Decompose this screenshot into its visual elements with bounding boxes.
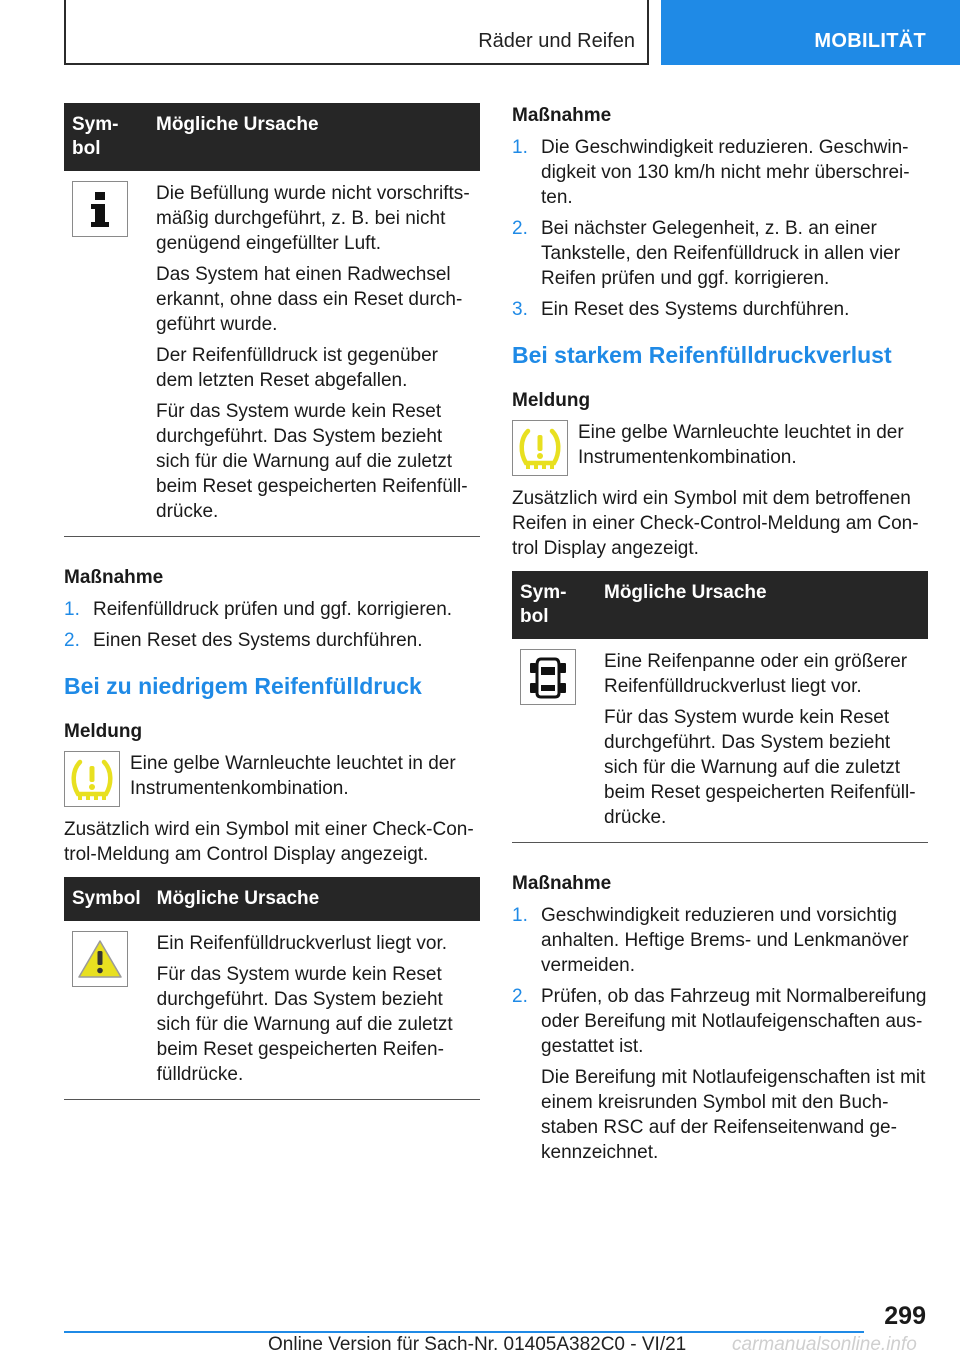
step-number: 1. (64, 599, 80, 620)
step-text: Bei nächster Gelegenheit, z. B. an einer Tankstelle, den Reifenfülldruck in allen vier Reifen prüfen und ggf. korrigieren. (541, 218, 901, 289)
step-number: 2. (512, 218, 528, 239)
extra-text: Zusätzlich wird ein Symbol mit dem betroffenen Reifen in einer Check-Control-Meldung am Control Display angezeigt. (512, 488, 919, 559)
step-text: Die Geschwindigkeit reduzieren. Geschwindigkeit von 130 km/h nicht mehr überschreiten. (541, 137, 910, 208)
warning-triangle-icon (72, 931, 128, 987)
cause-cell (148, 171, 480, 537)
step-item (512, 297, 928, 322)
section-heading-strong-loss: Bei starkem Reifenfülldruckverlust (512, 342, 892, 368)
section-heading-low-pressure: Bei zu niedrigem Reifenfülldruck (64, 673, 422, 699)
footer-text: Online Version für Sach-Nr. 01405A382C0 - VI/21 (268, 1334, 687, 1355)
step-number: 1. (512, 137, 528, 158)
message-heading: Meldung (64, 721, 143, 742)
cause-text: Für das System wurde kein Reset durchgeführt. Das System bezieht sich für die Warnung auf die zuletzt beim Reset gespeicherten Reifenfülldrücke. (156, 401, 468, 522)
cause-cell (596, 639, 928, 843)
message-row (512, 420, 928, 476)
symbol-table-2 (64, 877, 480, 1100)
step-text: Reifenfülldruck prüfen und ggf. korrigieren. (93, 599, 453, 620)
step-text: Geschwindigkeit reduzieren und vorsichtig anhalten. Heftige Brems- und Lenkmanöver vermeiden. (541, 905, 909, 976)
col-header-cause: Mögliche Ursache (149, 877, 480, 921)
measure-heading: Maßnahme (512, 873, 612, 894)
step-number: 2. (512, 986, 528, 1007)
col-header-cause: Mögliche Ursache (148, 103, 480, 171)
header-section-tab[interactable] (661, 0, 960, 65)
section-title: MOBILITÄT (814, 30, 926, 52)
tire-pressure-warning-icon (64, 751, 120, 807)
step-item (512, 135, 928, 210)
watermark: carmanualsonline.info (732, 1334, 917, 1355)
header-left-box (64, 0, 649, 65)
car-tires-icon (520, 649, 576, 705)
step-text: Ein Reset des Systems durchführen. (541, 299, 850, 320)
message-heading: Meldung (512, 390, 591, 411)
symbol-table-3 (512, 571, 928, 843)
cause-text: Ein Reifenfülldruckverlust liegt vor. (156, 933, 448, 954)
step-item (512, 984, 928, 1165)
page-number: 299 (884, 1302, 926, 1330)
measure-steps (512, 903, 928, 1165)
message-text: Eine gelbe Warnleuchte leuchtet in der Instrumentenkombination. (130, 753, 456, 799)
cause-text: Der Reifenfülldruck ist gegenüber dem letzten Reset abgefallen. (156, 345, 438, 391)
symbol-table-1 (64, 103, 480, 537)
measure-heading: Maßnahme (512, 105, 612, 126)
footer-divider (64, 1331, 864, 1333)
left-column (64, 103, 480, 1100)
step-text: Prüfen, ob das Fahrzeug mit Normalbereifung oder Bereifung mit Notlaufeigenschaften ausgestattet ist. (541, 986, 927, 1057)
col-header-symbol: Sym‑ bol (64, 103, 148, 171)
measure-steps (64, 597, 480, 653)
step-number: 2. (64, 630, 80, 651)
message-row (64, 751, 480, 807)
cause-text: Für das System wurde kein Reset durchgeführt. Das System bezieht sich für die Warnung auf die zuletzt beim Reset gespeicherten Reifenfülldrücke. (156, 964, 453, 1085)
message-text: Eine gelbe Warnleuchte leuchtet in der Instrumentenkombination. (578, 422, 904, 468)
measure-steps (512, 135, 928, 322)
right-column (512, 103, 928, 1171)
chapter-title: Räder und Reifen (478, 30, 635, 52)
step-number: 1. (512, 905, 528, 926)
cause-text: Für das System wurde kein Reset durchgeführt. Das System bezieht sich für die Warnung auf die zuletzt beim Reset gespeicherten Reifenfülldrücke. (604, 707, 916, 828)
info-icon (72, 181, 128, 237)
step-note: Die Bereifung mit Notlaufeigenschaften ist mit einem kreisrunden Symbol mit den Buchstaben RSC auf der Reifenseitenwand gekennzeichnet. (541, 1067, 926, 1163)
col-header-cause: Mögliche Ursache (596, 571, 928, 639)
cause-text: Das System hat einen Radwechsel erkannt, ohne dass ein Reset durchgeführt wurde. (156, 264, 463, 335)
cause-cell (149, 921, 480, 1100)
tire-pressure-warning-icon (512, 420, 568, 476)
step-item (64, 628, 480, 653)
cause-text: Eine Reifenpanne oder ein größerer Reifenfülldruckverlust liegt vor. (604, 651, 908, 697)
step-item (512, 903, 928, 978)
extra-text: Zusätzlich wird ein Symbol mit einer Check-Control-Meldung am Control Display angezeigt. (64, 819, 474, 865)
measure-heading: Maßnahme (64, 567, 164, 588)
col-header-symbol: Sym‑ bol (512, 571, 596, 639)
step-item (64, 597, 480, 622)
step-number: 3. (512, 299, 528, 320)
col-header-symbol: Symbol (64, 877, 149, 921)
step-text: Einen Reset des Systems durchführen. (93, 630, 423, 651)
step-item (512, 216, 928, 291)
cause-text: Die Befüllung wurde nicht vorschriftsmäßig durchgeführt, z. B. bei nicht genügend eingefüllter Luft. (156, 183, 470, 254)
